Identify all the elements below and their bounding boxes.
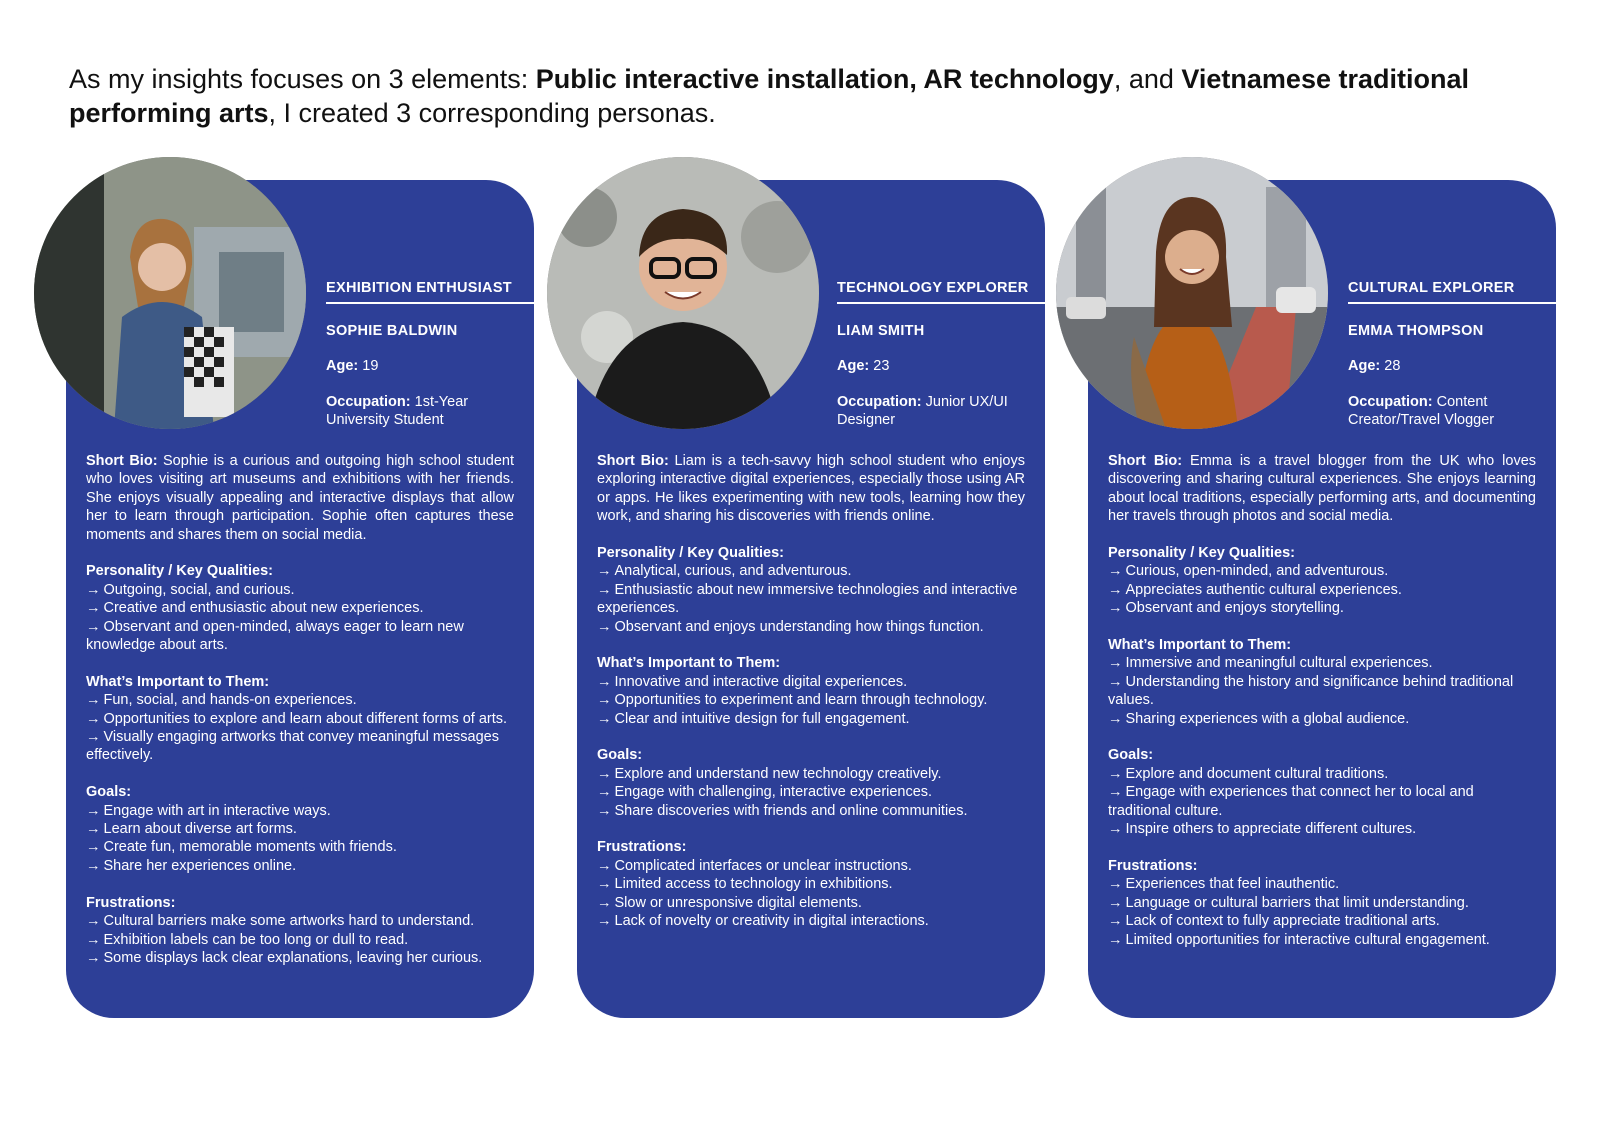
arrow-icon: → bbox=[86, 581, 101, 598]
persona-photo-2 bbox=[547, 157, 819, 429]
arrow-icon: → bbox=[86, 821, 101, 838]
arrow-icon: → bbox=[86, 839, 101, 856]
goals-section bbox=[597, 746, 1025, 820]
list-item-text: Immersive and meaningful cultural experiences. bbox=[1125, 655, 1433, 672]
important-section bbox=[597, 654, 1025, 728]
list-item bbox=[1108, 912, 1536, 930]
list-item-text: Inspire others to appreciate different cultures. bbox=[1125, 821, 1417, 838]
persona-role: EXHIBITION ENTHUSIAST bbox=[326, 280, 534, 304]
list-item-text: Outgoing, social, and curious. bbox=[103, 581, 295, 598]
arrow-icon: → bbox=[86, 949, 101, 966]
frustrations-section bbox=[597, 838, 1025, 930]
list-item-text: Opportunities to experiment and learn through technology. bbox=[614, 692, 988, 709]
age-value: 23 bbox=[873, 358, 890, 374]
list-item-text: Explore and understand new technology creatively. bbox=[614, 765, 942, 782]
list-item bbox=[86, 931, 514, 949]
personality-section bbox=[86, 562, 514, 654]
list-item bbox=[1108, 765, 1536, 783]
list-item bbox=[1108, 783, 1536, 820]
list-item-text: Creative and enthusiastic about new experiences. bbox=[103, 600, 424, 617]
age-label: Age: bbox=[1348, 358, 1381, 374]
list-item-text: Learn about diverse art forms. bbox=[103, 821, 297, 838]
arrow-icon: → bbox=[1108, 913, 1123, 930]
list-item-text: Clear and intuitive design for full engagement. bbox=[614, 710, 910, 727]
bio-text: Emma is a travel blogger from the UK who loves discovering and sharing cultural experiences. She enjoys learning about local traditions, especially performing arts, and documenting her travels through photos and social media. bbox=[1108, 453, 1537, 525]
arrow-icon: → bbox=[1108, 876, 1123, 893]
arrow-icon: → bbox=[597, 802, 612, 819]
list-item bbox=[86, 581, 514, 599]
personality-section bbox=[597, 544, 1025, 636]
arrow-icon: → bbox=[1108, 673, 1123, 690]
list-item-text: Engage with challenging, interactive experiences. bbox=[614, 784, 933, 801]
arrow-icon: → bbox=[86, 729, 101, 746]
list-item-text: Limited opportunities for interactive cultural engagement. bbox=[1125, 931, 1490, 948]
list-item-text: Create fun, memorable moments with friends. bbox=[103, 839, 397, 856]
arrow-icon: → bbox=[86, 618, 101, 635]
list-item-text: Opportunities to explore and learn about different forms of arts. bbox=[103, 710, 508, 727]
list-item-text: Lack of context to fully appreciate traditional arts. bbox=[1125, 913, 1440, 930]
section-heading: Personality / Key Qualities: bbox=[86, 563, 273, 580]
list-item-text: Some displays lack clear explanations, leaving her curious. bbox=[103, 949, 483, 966]
list-item bbox=[1108, 875, 1536, 893]
goals-section bbox=[86, 783, 514, 875]
age-value: 28 bbox=[1384, 358, 1401, 374]
list-item-text: Lack of novelty or creativity in digital interactions. bbox=[614, 913, 929, 930]
list-item-text: Understanding the history and significance behind traditional values. bbox=[1108, 673, 1514, 709]
list-item bbox=[1108, 710, 1536, 728]
persona-body bbox=[86, 452, 514, 986]
persona-occupation bbox=[326, 393, 516, 429]
important-section bbox=[86, 673, 514, 765]
intro-text bbox=[69, 62, 1549, 130]
persona-name: SOPHIE BALDWIN bbox=[326, 323, 458, 339]
list-item bbox=[597, 783, 1025, 801]
arrow-icon: → bbox=[1108, 655, 1123, 672]
frustrations-section bbox=[86, 894, 514, 968]
section-heading: What’s Important to Them: bbox=[1108, 637, 1292, 654]
section-heading: What’s Important to Them: bbox=[86, 673, 270, 690]
persona-age bbox=[837, 357, 1027, 375]
arrow-icon: → bbox=[1108, 784, 1123, 801]
list-item bbox=[597, 618, 1025, 636]
list-item bbox=[86, 912, 514, 930]
arrow-icon: → bbox=[597, 765, 612, 782]
list-item-text: Enthusiastic about new immersive technologies and interactive experiences. bbox=[597, 581, 1018, 617]
intro-part-1: As my insights focuses on 3 elements: bbox=[69, 64, 536, 94]
section-heading: Personality / Key Qualities: bbox=[597, 545, 784, 562]
list-item bbox=[597, 875, 1025, 893]
arrow-icon: → bbox=[86, 692, 101, 709]
arrow-icon: → bbox=[597, 692, 612, 709]
intro-bold-1: Public interactive installation, AR technology bbox=[535, 64, 1114, 94]
arrow-icon: → bbox=[597, 894, 612, 911]
age-label: Age: bbox=[326, 358, 359, 374]
arrow-icon: → bbox=[1108, 765, 1123, 782]
arrow-icon: → bbox=[86, 931, 101, 948]
list-item bbox=[86, 838, 514, 856]
list-item bbox=[86, 802, 514, 820]
arrow-icon: → bbox=[1108, 821, 1123, 838]
intro-part-3: , I created 3 corresponding personas. bbox=[268, 98, 716, 128]
list-item bbox=[1108, 562, 1536, 580]
list-item bbox=[597, 581, 1025, 618]
list-item-text: Engage with experiences that connect her to local and traditional culture. bbox=[1108, 784, 1474, 819]
persona-role: CULTURAL EXPLORER bbox=[1348, 280, 1556, 304]
list-item bbox=[86, 710, 514, 728]
persona-name: LIAM SMITH bbox=[837, 323, 925, 339]
section-heading: Frustrations: bbox=[1108, 857, 1198, 874]
arrow-icon: → bbox=[597, 784, 612, 801]
section-heading: Goals: bbox=[86, 784, 132, 801]
arrow-icon: → bbox=[597, 876, 612, 893]
arrow-icon: → bbox=[597, 857, 612, 874]
arrow-icon: → bbox=[597, 563, 612, 580]
list-item-text: Analytical, curious, and adventurous. bbox=[614, 563, 852, 580]
section-heading: Goals: bbox=[597, 747, 643, 764]
section-heading: Goals: bbox=[1108, 747, 1154, 764]
bio-section bbox=[597, 452, 1025, 526]
list-item bbox=[1108, 581, 1536, 599]
list-item-text: Experiences that feel inauthentic. bbox=[1125, 876, 1340, 893]
list-item bbox=[597, 765, 1025, 783]
persona-occupation bbox=[1348, 393, 1538, 429]
section-heading: Frustrations: bbox=[597, 839, 687, 856]
list-item-text: Share her experiences online. bbox=[103, 857, 297, 874]
persona-age bbox=[326, 357, 516, 375]
persona-name: EMMA THOMPSON bbox=[1348, 323, 1484, 339]
list-item bbox=[597, 562, 1025, 580]
occupation-value: 1st-Year University Student bbox=[326, 394, 469, 428]
intro-part-2: , and bbox=[1113, 64, 1182, 94]
list-item bbox=[597, 857, 1025, 875]
arrow-icon: → bbox=[1108, 710, 1123, 727]
arrow-icon: → bbox=[1108, 581, 1123, 598]
bio-text: Sophie is a curious and outgoing high school student who loves visiting art museums and exhibitions with her friends. She enjoys visually appealing and interactive displays that allow her to learn through participation. Sophie often captures these moments and shares them on social media. bbox=[86, 453, 514, 543]
list-item-text: Innovative and interactive digital experiences. bbox=[614, 673, 908, 690]
personality-section bbox=[1108, 544, 1536, 618]
list-item bbox=[597, 710, 1025, 728]
list-item-text: Appreciates authentic cultural experiences. bbox=[1125, 581, 1402, 598]
persona-photo-1 bbox=[34, 157, 306, 429]
arrow-icon: → bbox=[1108, 600, 1123, 617]
list-item bbox=[597, 802, 1025, 820]
persona-info bbox=[1348, 322, 1538, 447]
persona-body bbox=[1108, 452, 1536, 967]
important-section bbox=[1108, 636, 1536, 728]
list-item-text: Cultural barriers make some artworks hard to understand. bbox=[103, 913, 475, 930]
arrow-icon: → bbox=[597, 618, 612, 635]
list-item-text: Slow or unresponsive digital elements. bbox=[614, 894, 862, 911]
persona-body bbox=[597, 452, 1025, 949]
goals-section bbox=[1108, 746, 1536, 838]
list-item bbox=[86, 820, 514, 838]
list-item-text: Curious, open-minded, and adventurous. bbox=[1125, 563, 1389, 580]
list-item bbox=[86, 728, 514, 765]
list-item bbox=[86, 949, 514, 967]
list-item-text: Observant and enjoys understanding how things function. bbox=[614, 618, 984, 635]
arrow-icon: → bbox=[1108, 563, 1123, 580]
list-item bbox=[597, 691, 1025, 709]
bio-section bbox=[86, 452, 514, 544]
persona-age bbox=[1348, 357, 1538, 375]
list-item-text: Observant and enjoys storytelling. bbox=[1125, 600, 1344, 617]
list-item-text: Language or cultural barriers that limit understanding. bbox=[1125, 894, 1469, 911]
list-item bbox=[86, 857, 514, 875]
occupation-value: Content Creator/Travel Vlogger bbox=[1348, 394, 1495, 428]
list-item-text: Share discoveries with friends and online communities. bbox=[614, 802, 968, 819]
arrow-icon: → bbox=[1108, 894, 1123, 911]
arrow-icon: → bbox=[597, 581, 612, 598]
list-item-text: Engage with art in interactive ways. bbox=[103, 802, 331, 819]
persona-info bbox=[837, 322, 1027, 447]
age-value: 19 bbox=[362, 358, 379, 374]
list-item bbox=[1108, 931, 1536, 949]
bio-text: Liam is a tech-savvy high school student who enjoys exploring interactive digital experiences, especially those using AR or apps. He likes experimenting with new tools, learning how they work, and sharing his discoveries with friends online. bbox=[597, 453, 1026, 525]
list-item bbox=[1108, 820, 1536, 838]
list-item-text: Exhibition labels can be too long or dull to read. bbox=[103, 931, 409, 948]
persona-photo-3 bbox=[1056, 157, 1328, 429]
section-heading: Personality / Key Qualities: bbox=[1108, 545, 1295, 562]
occupation-label: Occupation: bbox=[837, 394, 922, 410]
list-item bbox=[597, 912, 1025, 930]
intro-bold-2: Vietnamese traditional performing arts bbox=[69, 64, 1469, 128]
list-item-text: Observant and open-minded, always eager to learn new knowledge about arts. bbox=[86, 618, 464, 654]
bio-label: Short Bio: bbox=[86, 453, 158, 469]
list-item bbox=[1108, 654, 1536, 672]
section-heading: What’s Important to Them: bbox=[597, 655, 781, 672]
list-item bbox=[1108, 599, 1536, 617]
list-item bbox=[86, 691, 514, 709]
frustrations-section bbox=[1108, 857, 1536, 949]
bio-label: Short Bio: bbox=[597, 453, 669, 469]
arrow-icon: → bbox=[597, 673, 612, 690]
list-item bbox=[1108, 894, 1536, 912]
list-item-text: Explore and document cultural traditions. bbox=[1125, 765, 1389, 782]
occupation-label: Occupation: bbox=[326, 394, 411, 410]
list-item-text: Complicated interfaces or unclear instructions. bbox=[614, 857, 912, 874]
list-item bbox=[597, 673, 1025, 691]
arrow-icon: → bbox=[86, 913, 101, 930]
arrow-icon: → bbox=[86, 600, 101, 617]
list-item-text: Sharing experiences with a global audience. bbox=[1125, 710, 1410, 727]
list-item bbox=[1108, 673, 1536, 710]
arrow-icon: → bbox=[86, 802, 101, 819]
list-item bbox=[86, 599, 514, 617]
arrow-icon: → bbox=[597, 913, 612, 930]
section-heading: Frustrations: bbox=[86, 894, 176, 911]
arrow-icon: → bbox=[597, 710, 612, 727]
occupation-value: Junior UX/UI Designer bbox=[837, 394, 1008, 428]
list-item-text: Visually engaging artworks that convey meaningful messages effectively. bbox=[86, 729, 499, 764]
list-item-text: Limited access to technology in exhibitions. bbox=[614, 876, 893, 893]
bio-section bbox=[1108, 452, 1536, 526]
list-item bbox=[597, 894, 1025, 912]
persona-occupation bbox=[837, 393, 1027, 429]
arrow-icon: → bbox=[86, 857, 101, 874]
list-item bbox=[86, 618, 514, 655]
occupation-label: Occupation: bbox=[1348, 394, 1433, 410]
arrow-icon: → bbox=[86, 710, 101, 727]
list-item-text: Fun, social, and hands-on experiences. bbox=[103, 692, 357, 709]
age-label: Age: bbox=[837, 358, 870, 374]
bio-label: Short Bio: bbox=[1108, 453, 1183, 469]
persona-role: TECHNOLOGY EXPLORER bbox=[837, 280, 1045, 304]
arrow-icon: → bbox=[1108, 931, 1123, 948]
persona-info bbox=[326, 322, 516, 447]
